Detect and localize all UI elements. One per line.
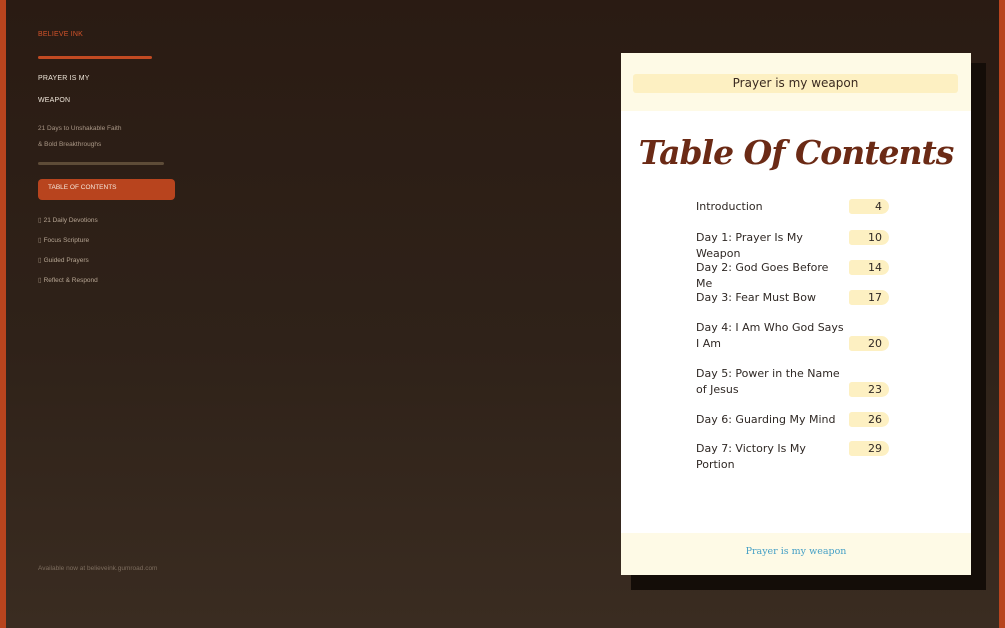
toc-page-number: 14 — [849, 260, 889, 275]
bullet-icon: ▯ — [38, 257, 42, 264]
toc-page-number: 10 — [849, 230, 889, 245]
toc-page-number: 4 — [849, 199, 889, 214]
page-footer-title: Prayer is my weapon — [745, 546, 847, 557]
feature-item — [38, 256, 89, 264]
bullet-icon: ▯ — [38, 217, 42, 224]
toc-heading: Table Of Contents — [638, 133, 954, 172]
book-title-line-1: PRAYER IS MY — [38, 75, 90, 82]
bullet-icon: ▯ — [38, 237, 42, 244]
toc-entry-title: Day 4: I Am Who God Says I Am — [696, 321, 844, 350]
toc-page-number: 20 — [849, 336, 889, 351]
toc-page-number: 17 — [849, 290, 889, 305]
book-subtitle-line-2: & Bold Breakthroughs — [38, 141, 102, 148]
toc-entry-title: Day 7: Victory Is My Portion — [696, 442, 806, 471]
toc-entry-title: Day 6: Guarding My Mind — [696, 413, 836, 426]
feature-label: Focus Scripture — [43, 237, 90, 244]
right-accent-edge — [999, 0, 1005, 628]
availability-note: Available now at believeink.gumroad.com — [38, 565, 158, 572]
toc-entry-title: Day 1: Prayer Is My Weapon — [696, 231, 803, 260]
toc-page-number: 26 — [849, 412, 889, 427]
book-subtitle-line-1: 21 Days to Unshakable Faith — [38, 125, 122, 132]
toc-entry-title: Day 2: God Goes Before Me — [696, 261, 829, 290]
toc-entry-title: Day 3: Fear Must Bow — [696, 291, 816, 304]
table-of-contents-button[interactable]: TABLE OF CONTENTS — [38, 179, 175, 200]
bullet-icon: ▯ — [38, 277, 42, 284]
feature-label: Reflect & Respond — [43, 277, 98, 284]
feature-item — [38, 276, 98, 284]
page-header-title: Prayer is my weapon — [633, 74, 958, 93]
feature-label: Guided Prayers — [43, 257, 89, 264]
brand-divider — [38, 56, 152, 59]
left-accent-edge — [0, 0, 6, 628]
page-header — [621, 53, 971, 111]
feature-item — [38, 236, 89, 244]
toc-page-number: 29 — [849, 441, 889, 456]
section-divider — [38, 162, 164, 165]
feature-label: 21 Daily Devotions — [43, 217, 98, 224]
feature-item — [38, 216, 98, 224]
toc-entry-title: Day 5: Power in the Name of Jesus — [696, 367, 840, 396]
brand-name: BELIEVE INK — [38, 31, 83, 38]
book-title-line-2: WEAPON — [38, 97, 71, 104]
page-footer — [621, 533, 971, 575]
book-page — [621, 53, 971, 575]
toc-page-number: 23 — [849, 382, 889, 397]
toc-entry-title: Introduction — [696, 200, 763, 213]
